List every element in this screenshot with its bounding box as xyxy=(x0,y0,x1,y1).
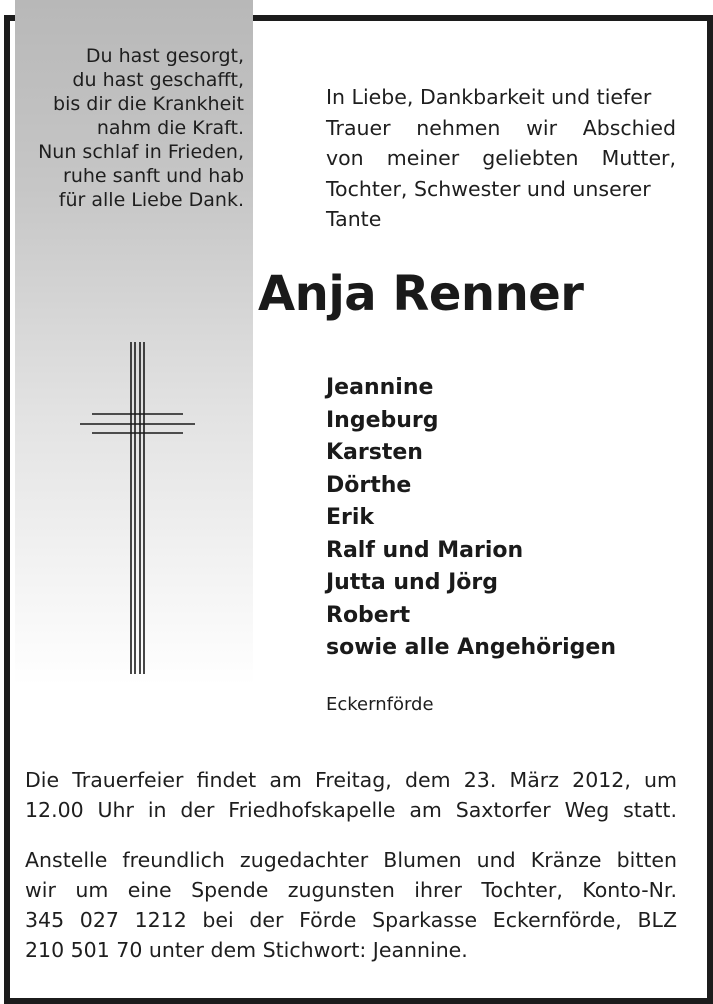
verse-line: Nun schlaf in Frieden, xyxy=(38,141,244,163)
donation-notice-line: 345 027 1212 bei der Förde Sparkasse Eckernförde, BLZ xyxy=(25,908,677,932)
donation-notice-line: wir um eine Spende zugunsten ihrer Tochter, Konto-Nr. xyxy=(25,878,677,902)
place-name: Eckernförde xyxy=(326,694,434,715)
cross-icon xyxy=(80,342,195,674)
verse-line: nahm die Kraft. xyxy=(96,117,244,139)
mourner-name: Jeannine xyxy=(326,375,434,400)
intro-line: Trauer nehmen wir Abschied xyxy=(326,115,676,140)
funeral-notice xyxy=(25,765,677,825)
farewell-intro xyxy=(326,82,688,235)
intro-line: Tochter, Schwester und unserer xyxy=(326,176,651,201)
mourner-name: Dörthe xyxy=(326,472,412,498)
verse-line: Du hast gesorgt, xyxy=(85,45,244,67)
mourner-name: sowie alle Angehörigen xyxy=(326,635,617,660)
mourner-name: Jutta und Jörg xyxy=(326,570,499,595)
funeral-notice-line: 12.00 Uhr in der Friedhofskapelle am Saxtorfer Weg statt. xyxy=(25,798,677,822)
memorial-verse xyxy=(38,44,244,212)
intro-line: von meiner geliebten Mutter, xyxy=(326,146,676,170)
mourner-name: Ingeburg xyxy=(326,407,439,433)
deceased-name: Anja Renner xyxy=(258,266,584,322)
mourner-name: Robert xyxy=(326,602,411,628)
donation-notice-line: Anstelle freundlich zugedachter Blumen und Kränze bitten xyxy=(25,848,677,872)
verse-line: du hast geschafft, xyxy=(72,69,244,91)
mourner-name: Karsten xyxy=(326,440,423,465)
intro-line: Tante xyxy=(326,207,382,231)
mourner-name: Ralf und Marion xyxy=(326,537,524,563)
mourner-name: Erik xyxy=(326,505,375,530)
verse-line: bis dir die Krankheit xyxy=(53,93,244,115)
mourners-list xyxy=(326,372,616,665)
verse-line: für alle Liebe Dank. xyxy=(58,189,244,211)
donation-notice-line: 210 501 70 unter dem Stichwort: Jeannine. xyxy=(25,938,468,962)
intro-line: In Liebe, Dankbarkeit und tiefer xyxy=(326,85,652,109)
verse-line: ruhe sanft und hab xyxy=(63,165,244,187)
donation-notice xyxy=(25,845,677,965)
funeral-notice-line: Die Trauerfeier findet am Freitag, dem 23. März 2012, um xyxy=(25,768,677,792)
